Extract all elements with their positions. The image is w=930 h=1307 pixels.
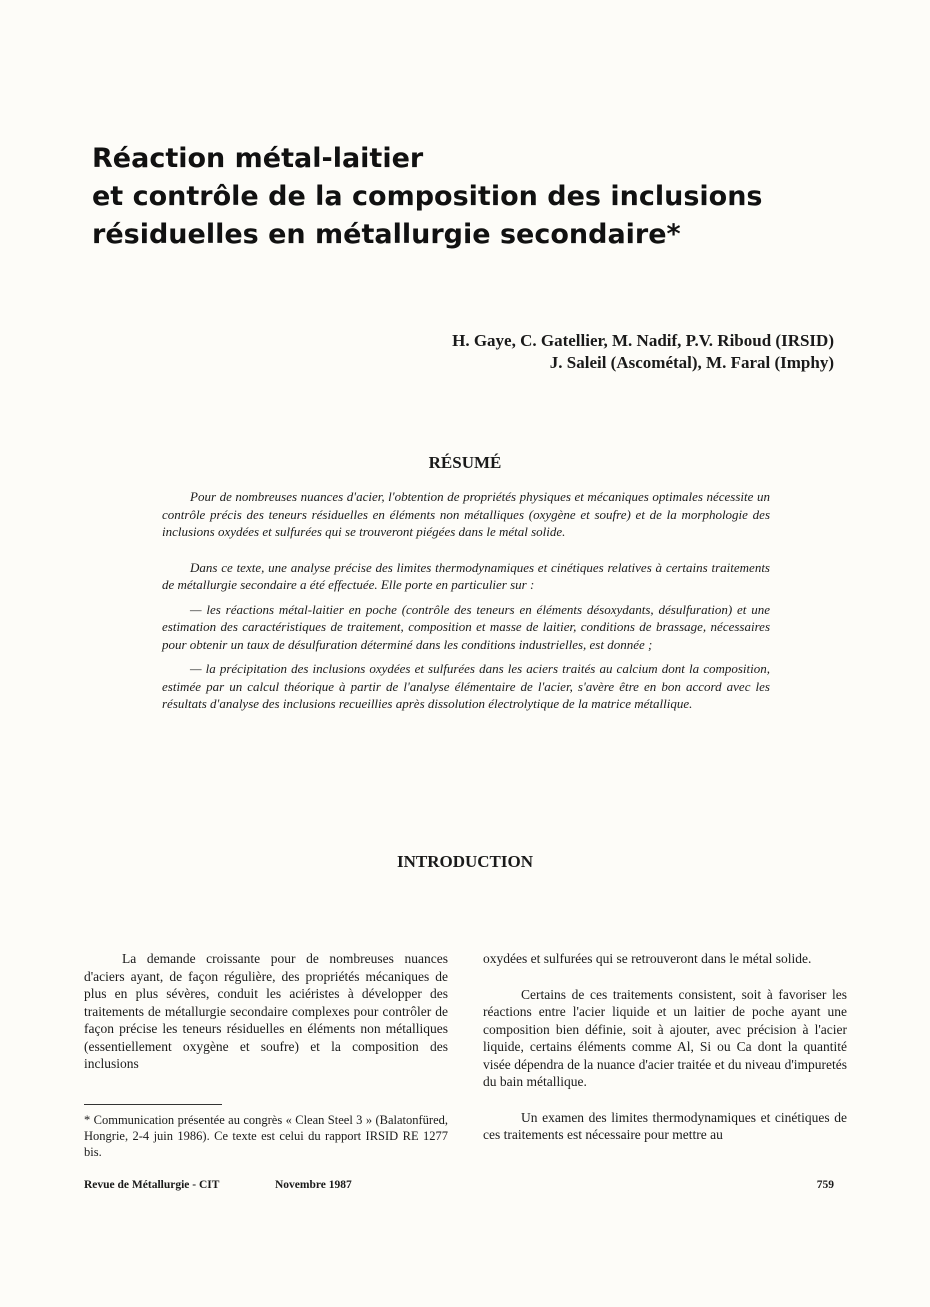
page-number: 759 [816, 1179, 834, 1191]
body-paragraph: Certains de ces traitements consistent, soit à favoriser les réactions entre l'acier liquide et un laitier de poche ayant une composition bien définie, soit à ajouter, avec précision à l'acier liquide, certains éléments comme Al, Si ou Ca dont la quantité visée dépendra de la nuance d'acier traitée et du niveau d'impuretés du bain métallique. [483, 986, 847, 1089]
resume-heading: RÉSUMÉ [428, 453, 502, 472]
title-line: et contrôle de la composition des inclusions [92, 181, 763, 212]
author-line: H. Gaye, C. Gatellier, M. Nadif, P.V. Riboud (IRSID) [452, 331, 834, 350]
title-line: Réaction métal-laitier [92, 143, 424, 174]
abstract-paragraph: Dans ce texte, une analyse précise des limites thermodynamiques et cinétiques relatives à certains traitements de métallurgie secondaire a été effectuée. Elle porte en particulier sur : [162, 559, 770, 592]
footnote: * Communication présentée au congrès « Clean Steel 3 » (Balatonfüred, Hongrie, 2-4 juin 1986). Ce texte est celui du rapport IRSID RE 1277 bis. [84, 1113, 448, 1159]
footnote-rule [84, 1104, 222, 1105]
right-column [483, 950, 847, 1144]
body-paragraph: Un examen des limites thermodynamiques et cinétiques de ces traitements est nécessaire pour mettre au [483, 1109, 847, 1142]
title-line: résiduelles en métallurgie secondaire* [92, 219, 681, 250]
body-paragraph: La demande croissante pour de nombreuses nuances d'aciers ayant, de façon régulière, des propriétés mécaniques de plus en plus sévères, conduit les aciéristes à développer des traitements de métallurgie secondaire complexes pour contrôler de façon précise les teneurs résiduelles en éléments non métalliques (essentiellement oxygène et soufre) et la composition des inclusions [84, 951, 448, 1071]
author-line: J. Saleil (Ascométal), M. Faral (Imphy) [549, 353, 834, 372]
left-column [84, 950, 448, 1073]
footer-journal: Revue de Métallurgie - CIT [84, 1179, 220, 1191]
article-title [92, 140, 852, 254]
abstract-list-item: — la précipitation des inclusions oxydées et sulfurées dans les aciers traités au calcium dont la composition, estimée par un calcul théorique à partir de l'analyse élémentaire de l'acier, s'avère être en bon accord avec les résultats d'analyse des inclusions recueillies après dissolution électrolytique de la matrice métallique. [162, 661, 770, 711]
abstract-list-item: — les réactions métal-laitier en poche (contrôle des teneurs en éléments désoxydants, désulfuration) et une estimation des caractéristiques de traitement, composition et masse de laitier, conditions de brassage, nécessaires pour obtenir un taux de désulfuration déterminé dans les conditions industrielles, est donnée ; [162, 601, 770, 652]
footer-date: Novembre 1987 [275, 1179, 352, 1191]
introduction-heading: INTRODUCTION [396, 852, 534, 871]
abstract-paragraph: Pour de nombreuses nuances d'acier, l'obtention de propriétés physiques et mécaniques optimales nécessite un contrôle précis des teneurs résiduelles en éléments non métalliques (oxygène et soufre) et de la morphologie des inclusions oxydées et sulfurées qui se trouveront piégées dans le métal solide. [162, 489, 770, 539]
author-list [452, 330, 834, 374]
body-paragraph: oxydées et sulfurées qui se retrouveront dans le métal solide. [483, 951, 812, 966]
abstract [162, 488, 770, 713]
